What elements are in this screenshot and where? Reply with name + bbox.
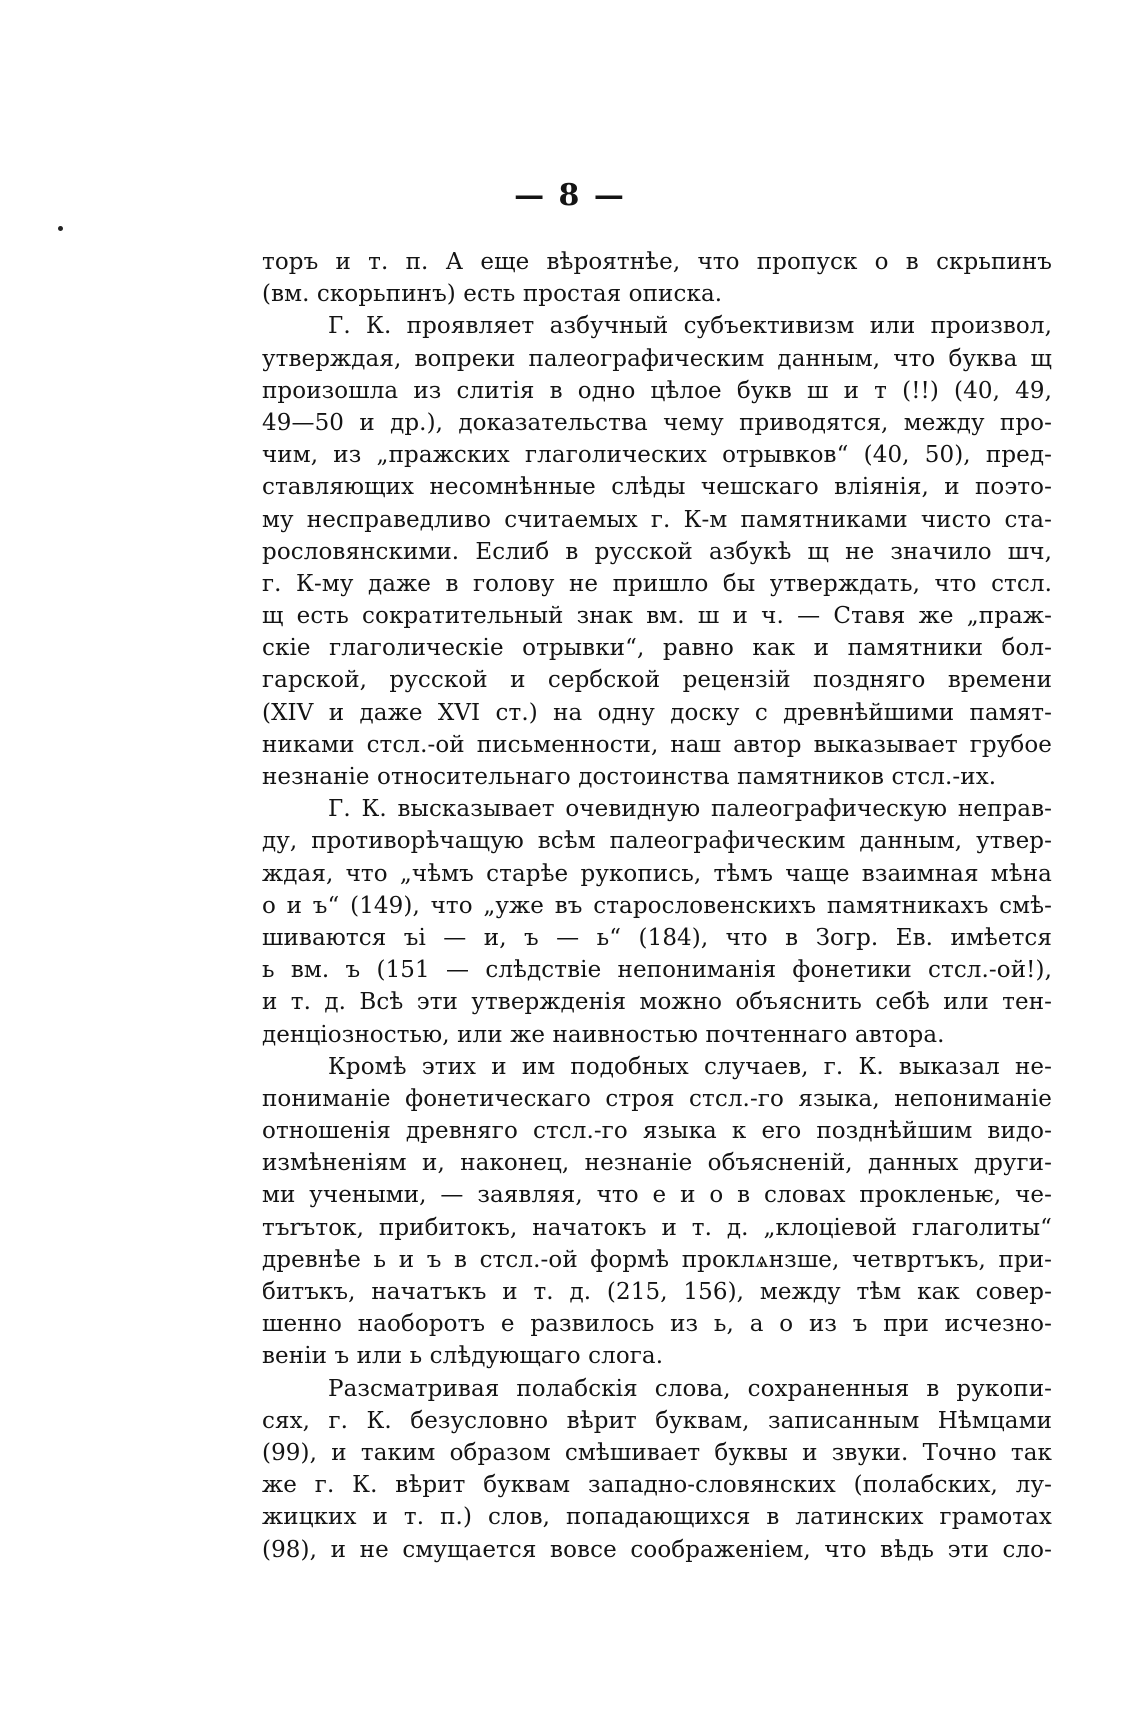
text-line: тъrъток, прибитокъ, начатокъ и т. д. „клоцieвой глаголиты“ (262, 1214, 1052, 1241)
text-line: му несправедливо считаемых г. К-м памятниками чисто ста- (262, 506, 1052, 533)
paragraph (262, 1051, 1052, 1373)
text-line: Разсматривая полабскія слова, сохраненныя в рукопи- (328, 1375, 1052, 1402)
text-line: отношенія древняго стсл.-го языка к его позднѣйшим видо- (262, 1118, 1052, 1145)
text-line: Кромѣ этих и им подобных случаев, г. К. выказал не- (328, 1053, 1052, 1080)
text-line: шиваются ъі — и, ъ — ь“ (184), что в Зогр. Ев. имѣется (262, 924, 1052, 951)
text-line: и т. д. Всѣ эти утвержденія можно объяснить себѣ или тен- (262, 989, 1052, 1016)
text-line: измѣненіям и, наконец, незнаніе объясненій, данных други- (262, 1150, 1052, 1177)
text-line: веніи ъ или ь слѣдующаго слога. (262, 1343, 664, 1370)
text-line: никами стсл.-ой письменности, наш автор выказывает грубое (262, 731, 1052, 758)
text-line: (XIV и даже XVI ст.) на одну доску с древнѣйшими памят- (262, 699, 1052, 726)
text-line: 49—50 и др.), доказательства чему приводятся, между про- (262, 409, 1052, 436)
paragraph (262, 1373, 1052, 1566)
text-line: битъкъ, начатъкъ и т. д. (215, 156), между тѣм как совер- (262, 1279, 1052, 1305)
ink-speck (58, 226, 63, 231)
text-line: ь вм. ъ (151 — слѣдствіе непониманія фонетики стсл.-ой!), (262, 957, 1052, 984)
text-line: шенно наоборотъ е развилось из ь, а о из ъ при исчезно- (262, 1311, 1052, 1338)
text-line: денціозностью, или же наивностью почтеннаго автора. (262, 1021, 945, 1048)
text-line: утверждая, вопреки палеографическим данным, что буква щ (262, 345, 1052, 372)
text-line: жицких и т. п.) слов, попадающихся в латинских грамотах (262, 1504, 1052, 1531)
paragraph (262, 246, 1052, 310)
text-line: пониманіе фонетическаго строя стсл.-го языка, непониманіе (262, 1085, 1052, 1112)
text-line: (99), и таким образом смѣшивает буквы и звуки. Точно так (262, 1439, 1052, 1466)
text-line: о и ъ“ (149), что „уже въ старословенскихъ памятникахъ смѣ- (262, 892, 1052, 919)
text-line: чим, из „пражских глаголических отрывков“ (40, 50), пред- (262, 442, 1052, 469)
text-line: рословянскими. Еслиб в русской азбукѣ щ не значило шч, (262, 538, 1052, 565)
text-line: скіе глаголическіе отрывки“, равно как и памятники бол- (262, 635, 1052, 662)
text-line: ми учеными, — заявляя, что е и о в словах прокленьѥ, че- (262, 1182, 1052, 1209)
text-line: ду, противорѣчащую всѣм палеографическим данным, утвер- (262, 828, 1052, 855)
text-line: Г. К. проявляет азбучный субъективизм или произвол, (328, 313, 1052, 340)
text-line: ставляющих несомнѣнные слѣды чешскаго вліянія, и поэто- (262, 474, 1052, 501)
text-line: произошла из слитія в одно цѣлое букв ш и т (!!) (40, 49, (262, 377, 1052, 404)
text-line: незнаніе относительнаго достоинства памятников стсл.-их. (262, 764, 997, 790)
text-line: древнѣе ь и ъ в стсл.-ой формѣ проклѧнзше, четвртъкъ, при- (262, 1246, 1052, 1273)
text-line: сях, г. К. безусловно вѣрит буквам, записанным Нѣмцами (262, 1407, 1052, 1434)
text-line: же г. К. вѣрит буквам западно-словянских (полабских, лу- (262, 1472, 1052, 1499)
page-number: — 8 — (514, 178, 626, 213)
paragraph (262, 793, 1052, 1051)
text-line: ждая, что „чѣмъ старѣе рукопись, тѣмъ чаще взаимная мѣна (262, 860, 1052, 887)
text-line: гарской, русской и сербской рецензій поздняго времени (262, 667, 1052, 694)
text-line: г. К-му даже в голову не пришло бы утверждать, что стсл. (262, 570, 1052, 597)
text-line: (вм. скорьпинъ) есть простая описка. (262, 281, 723, 308)
text-line: щ есть сократительный знак вм. ш и ч. — Ставя же „праж- (262, 603, 1052, 630)
text-line: (98), и не смущается вовсе соображеніем, что вѣдь эти сло- (262, 1536, 1052, 1563)
text-line: Г. К. высказывает очевидную палеографическую неправ- (328, 796, 1052, 823)
text-line: торъ и т. п. А еще вѣроятнѣе, что пропуск о в скрьпинъ (262, 249, 1052, 275)
body-text (262, 246, 1052, 1566)
paragraph (262, 310, 1052, 793)
